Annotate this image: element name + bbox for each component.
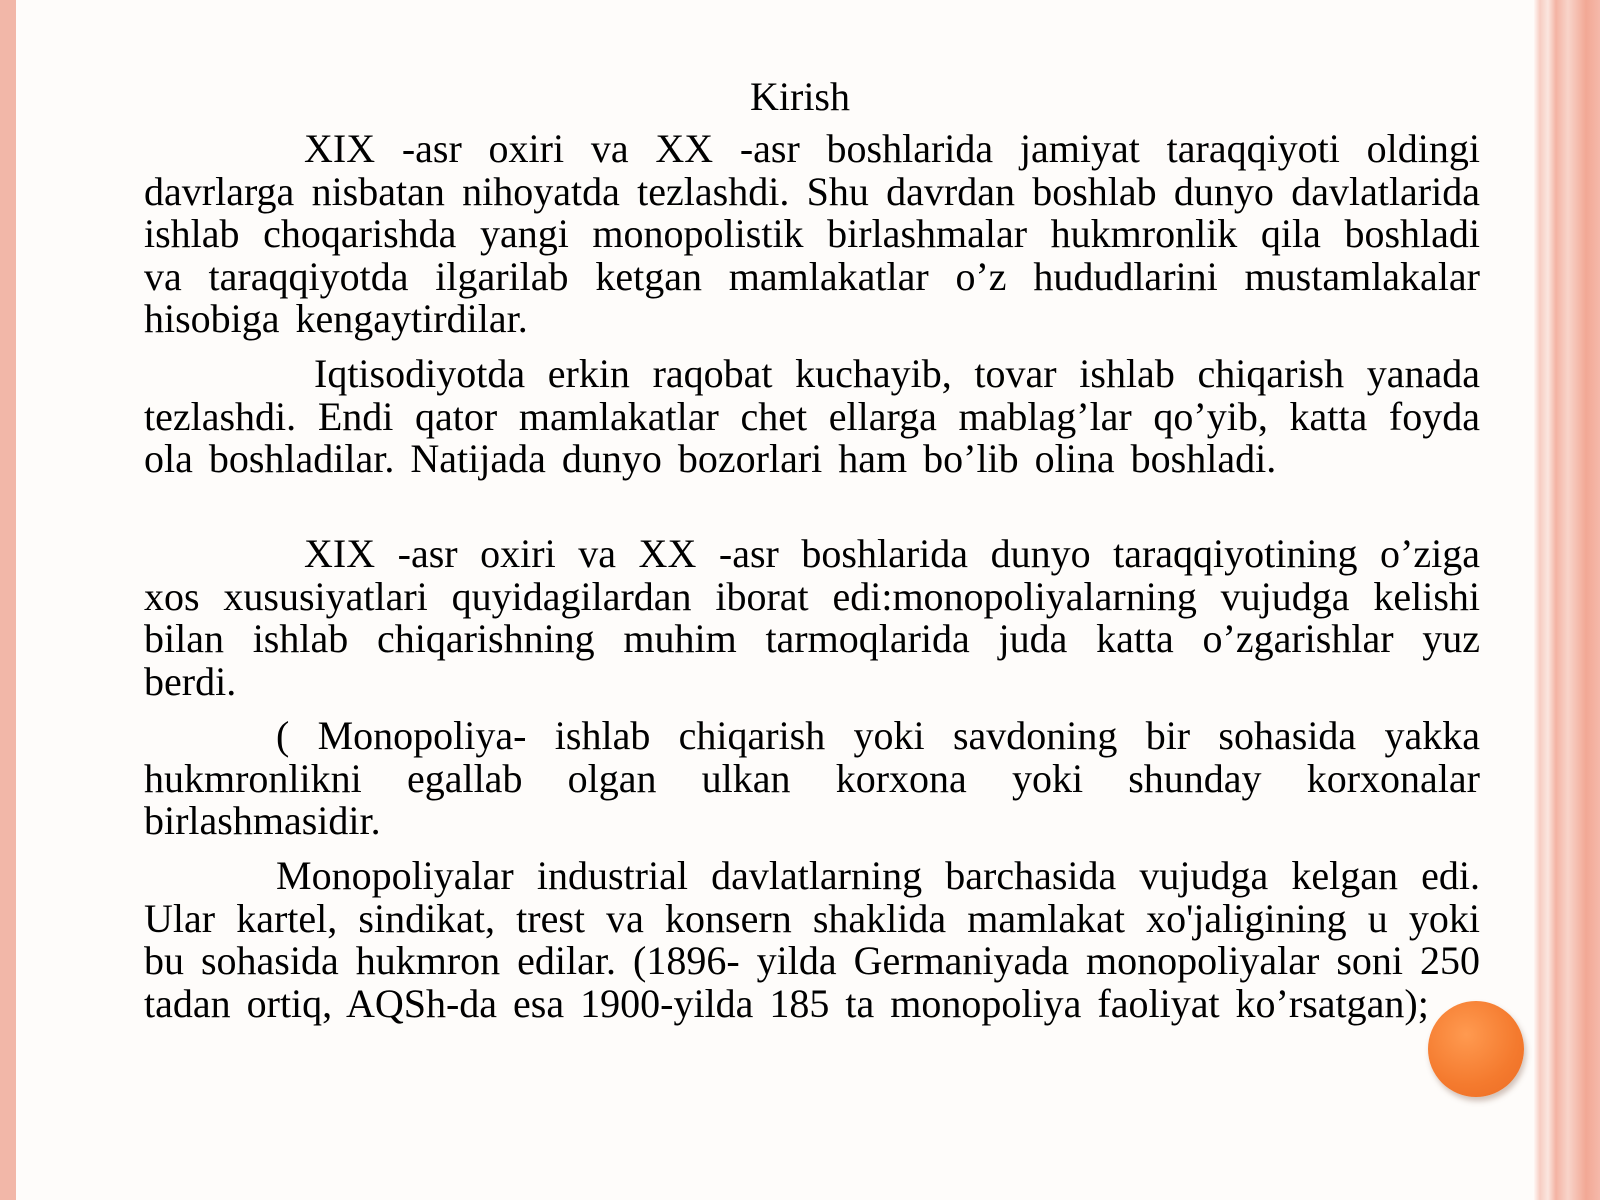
- paragraph-3: XIX -asr oxiri va XX -asr boshlarida dunyo taraqqiyotining o’ziga xos xususiyatlari quyidagilardan iborat edi:monopoliyalarning vujudga kelishi bilan ishlab chiqarishning muhim tarmoqlarida juda katta o’zgarishlar yuz berdi.: [144, 531, 1480, 704]
- paragraph-5: Monopoliyalar industrial davlatlarning barchasida vujudga kelgan edi. Ular kartel, sindikat, trest va konsern shaklida mamlakat xo'jaligining u yoki bu sohasida hukmron edilar. (1896- yilda Germaniyada monopoliyalar soni 250 tadan ortiq, AQSh-da esa 1900-yilda 185 ta monopoliya faoliyat ko’rsatgan);: [144, 853, 1480, 1026]
- orange-circle-decoration: [1428, 1001, 1524, 1097]
- paragraph-1: XIX -asr oxiri va XX -asr boshlarida jamiyat taraqqiyoti oldingi davrlarga nisbatan nihoyatda tezlashdi. Shu davrdan boshlab dunyo davlatlarida ishlab choqarishda yangi monopolistik birlashmalar hukmronlik qila boshladi va taraqqiyotda ilgarilab ketgan mamlakatlar o’z hududlarini mustamlakalar hisobiga kengaytirdilar.: [144, 126, 1480, 341]
- paragraph-2: Iqtisodiyotda erkin raqobat kuchayib, tovar ishlab chiqarish yanada tezlashdi. Endi qator mamlakatlar chet ellarga mablag’lar qo’yib, katta foyda ola boshladilar. Natijada dunyo bozorlari ham bo’lib olina boshladi.: [144, 351, 1480, 481]
- slide-right-border: [1534, 0, 1600, 1200]
- slide-left-border: [0, 0, 16, 1200]
- slide-title: Kirish: [750, 74, 850, 119]
- paragraph-4: ( Monopoliya- ishlab chiqarish yoki savdoning bir sohasida yakka hukmronlikni egallab olgan ulkan korxona yoki shunday korxonalar birlashmasidir.: [144, 713, 1480, 843]
